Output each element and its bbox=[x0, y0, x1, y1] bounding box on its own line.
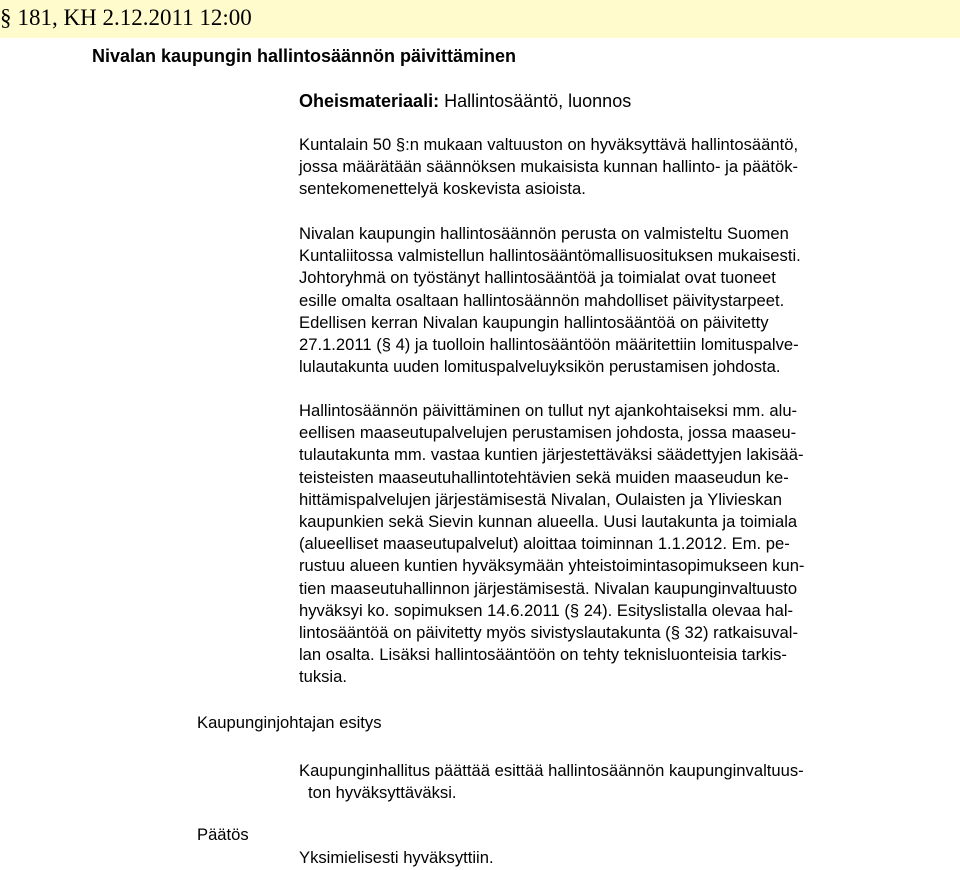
paragraph-line: tien maaseutuhallinnon järjestämisestä. Nivalan kaupunginvaltuusto bbox=[299, 578, 798, 598]
section-heading bbox=[0, 2, 252, 34]
proposal-line: Kaupunginhallitus päättää esittää hallintosäännön kaupunginvaltuus- bbox=[299, 761, 804, 780]
paragraph-line: Nivalan kaupungin hallintosäännön perusta on valmisteltu Suomen bbox=[299, 224, 789, 243]
page-title: Nivalan kaupungin hallintosäännön päivittäminen bbox=[92, 46, 517, 66]
paragraph-line: (alueelliset maaseutupalvelut) aloittaa toiminnan 1.1.2012. Em. pe- bbox=[299, 534, 790, 554]
section-symbol: § bbox=[0, 5, 12, 30]
paragraph-line: Johtoryhmä on työstänyt hallintosääntöä ja toimialat ovat tuoneet bbox=[299, 268, 776, 288]
paragraph-line: 27.1.2011 (§ 4) ja tuolloin hallintosääntöön määritettiin lomituspalve- bbox=[299, 335, 799, 355]
paragraph-line: lintosääntöä on päivitetty myös sivistyslautakunta (§ 32) ratkaisuval- bbox=[299, 623, 798, 643]
paragraph-line: Kuntalain 50 §:n mukaan valtuuston on hyväksyttävä hallintosääntö, bbox=[299, 135, 799, 154]
decision-label: Päätös bbox=[197, 825, 249, 844]
paragraph-line: Kuntaliitossa valmistellun hallintosääntömallisuosituksen mukaisesti. bbox=[299, 246, 801, 266]
paragraph-legal-basis bbox=[299, 134, 899, 201]
paragraph-line: tulautakunta mm. vastaa kuntien järjestettäväksi säädettyjen lakisää- bbox=[299, 445, 804, 465]
decision-line: Yksimielisesti hyväksyttiin. bbox=[299, 848, 494, 867]
paragraph-line: esille omalta osaltaan hallintosäännön mahdolliset päivitystarpeet. bbox=[299, 290, 785, 310]
paragraph-line: Hallintosäännön päivittäminen on tullut nyt ajankohtaiseksi mm. alu- bbox=[299, 401, 798, 420]
paragraph-current-update bbox=[299, 400, 899, 689]
paragraph-line: lulautakunta uuden lomituspalveluyksikön perustamisen johdosta. bbox=[299, 357, 781, 377]
proposal-text bbox=[299, 760, 899, 804]
section-info: 181, KH 2.12.2011 12:00 bbox=[17, 5, 252, 30]
decision-text bbox=[299, 847, 899, 869]
paragraph-line: teisteisten maaseutuhallintotehtävien sekä muiden maaseudun ke- bbox=[299, 467, 789, 487]
paragraph-background bbox=[299, 223, 899, 378]
paragraph-line: jossa määrätään säännöksen mukaisista kunnan hallinto- ja päätök- bbox=[299, 157, 799, 177]
paragraph-line: hyväksyi ko. sopimuksen 14.6.2011 (§ 24). Esityslistalla olevaa hal- bbox=[299, 600, 794, 620]
proposal-label: Kaupunginjohtajan esitys bbox=[197, 713, 382, 732]
paragraph-line: lan osalta. Lisäksi hallintosääntöön on tehty teknisluonteisia tarkis- bbox=[299, 645, 787, 665]
attachment-value: Hallintosääntö, luonnos bbox=[444, 91, 632, 111]
paragraph-line: kaupunkien sekä Sievin kunnan alueella. Uusi lautakunta ja toimiala bbox=[299, 512, 798, 532]
paragraph-line: tuksia. bbox=[299, 667, 347, 687]
paragraph-line: eellisen maaseutupalvelujen perustamisen johdosta, jossa maaseu- bbox=[299, 423, 797, 443]
attachment-label: Oheismateriaali: bbox=[299, 91, 440, 111]
paragraph-line: rustuu alueen kuntien hyväksymään yhteistoimintasopimukseen kun- bbox=[299, 556, 805, 576]
attachment-line bbox=[299, 90, 631, 112]
paragraph-line: sentekomenettelyä koskevista asioista. bbox=[299, 179, 586, 199]
paragraph-line: Edellisen kerran Nivalan kaupungin hallintosääntöä on päivitetty bbox=[299, 312, 769, 332]
paragraph-line: hittämispalvelujen järjestämisestä Nivalan, Oulaisten ja Ylivieskan bbox=[299, 489, 782, 509]
proposal-line: ton hyväksyttäväksi. bbox=[308, 783, 457, 803]
